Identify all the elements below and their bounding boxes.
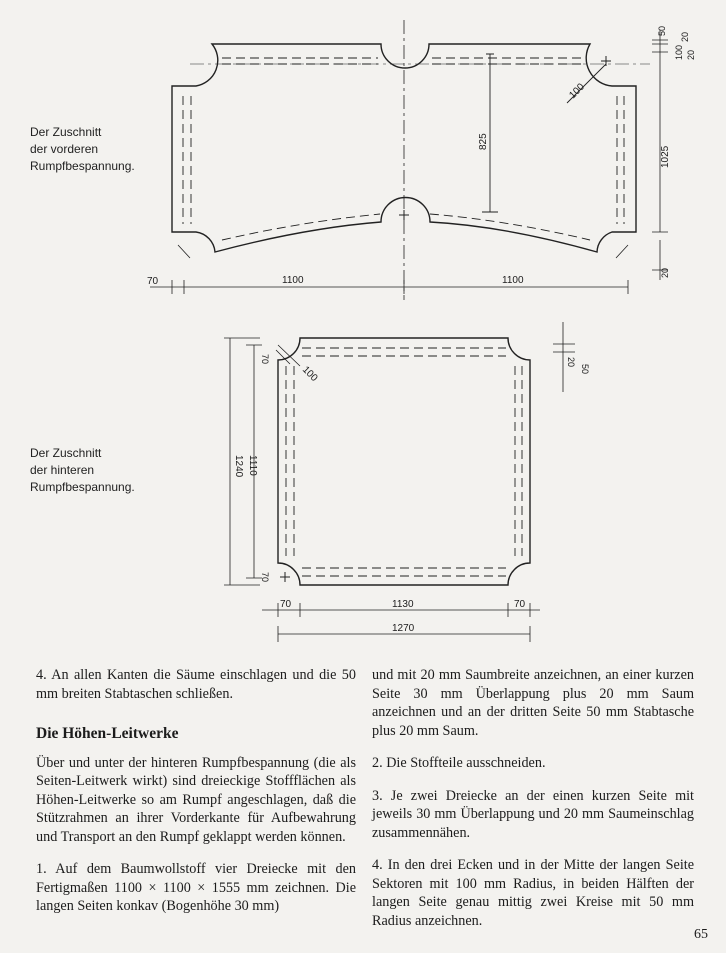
rear-dim-right-70: 70 [514, 599, 526, 610]
rear-hem-lines [286, 348, 522, 576]
stabilizer-step-1-cont: und mit 20 mm Saumbreite anzeichnen, an einer kurzen Seite 30 mm Überlappung plus 20 mm Saum anzeichnen und an der dritten Seite 50 mm Stabtasche plus 20 mm Saum. [372, 667, 694, 739]
stabilizer-step-4: 4. In den drei Ecken und in der Mitte der langen Seite Sektoren mit 100 mm Radius, in beiden Hälften der langen Seite genau mittig zwei Kreise mit 50 mm Radius anzeichnen. [372, 857, 694, 929]
rear-dim-width-1270: 1270 [392, 623, 415, 634]
front-dim-width-right: 1100 [502, 275, 524, 286]
rear-dim-left-70: 70 [280, 599, 292, 610]
front-dim-hem-20b: 20 [686, 49, 696, 60]
left-text-column [36, 666, 356, 930]
front-dim-height-825: 825 [478, 133, 489, 150]
rear-dim-hem-50: 50 [580, 364, 590, 375]
section-heading: Die Höhen-Leitwerke [36, 725, 179, 742]
rear-cover-caption: Der Zuschnitt der hinteren Rumpfbespannung. [30, 446, 135, 494]
front-dim-hem-20: 20 [680, 31, 690, 42]
stabilizer-step-1: 1. Auf dem Baumwollstoff vier Dreiecke mit den Fertigmaßen 1100 × 1100 × 1555 mm zeichnen. Die langen Seiten konkav (Bogenhöhe 30 mm) [36, 861, 356, 914]
assembly-step-4: 4. An allen Kanten die Säume einschlagen und die 50 mm breiten Stabtaschen schließen. [36, 667, 356, 702]
front-dim-radius-100: 100 [567, 81, 587, 102]
intro-paragraph: Über und unter der hinteren Rumpfbespannung (die als Seiten-Leitwerk wirkt) sind dreieckige Stoffflächen als Höhen-Leitwerke so am Rumpf angeschlagen, daß die Stützrahmen an ihrer Vorderkante für Aufbewahrung und Transport an den Rumpf geklappt werden können. [36, 754, 356, 845]
front-dim-total-1025: 1025 [660, 145, 671, 168]
rear-dim-height-1240: 1240 [233, 455, 244, 478]
stabilizer-step-3: 3. Je zwei Dreiecke an der einen kurzen Seite mit jeweils 30 mm Überlappung und 20 mm Saumeinschlag zusammennähen. [372, 787, 694, 841]
right-text-column [372, 666, 694, 944]
front-dim-hem-100: 100 [674, 44, 684, 60]
rear-dim-bottom-70: 70 [260, 572, 270, 583]
rear-dim-height-1110: 1110 [247, 455, 258, 476]
rear-dim-width-1130: 1130 [392, 599, 414, 610]
rear-dim-top-70: 70 [260, 354, 270, 365]
rear-dim-radius-100: 100 [299, 364, 320, 384]
front-dim-width-left: 1100 [282, 275, 304, 286]
rear-dim-hem-20: 20 [566, 357, 576, 368]
stabilizer-step-2: 2. Die Stoffteile ausschneiden. [372, 755, 546, 771]
front-cover-drawing [150, 20, 668, 300]
front-dim-hem-50: 50 [657, 25, 667, 36]
front-dim-seam-70: 70 [147, 276, 159, 287]
page-number: 65 [694, 927, 708, 942]
front-cover-caption: Der Zuschnitt der vorderen Rumpfbespannung. [30, 125, 135, 173]
front-dim-bottom-20: 20 [660, 267, 670, 278]
rear-cover-drawing [224, 322, 575, 642]
